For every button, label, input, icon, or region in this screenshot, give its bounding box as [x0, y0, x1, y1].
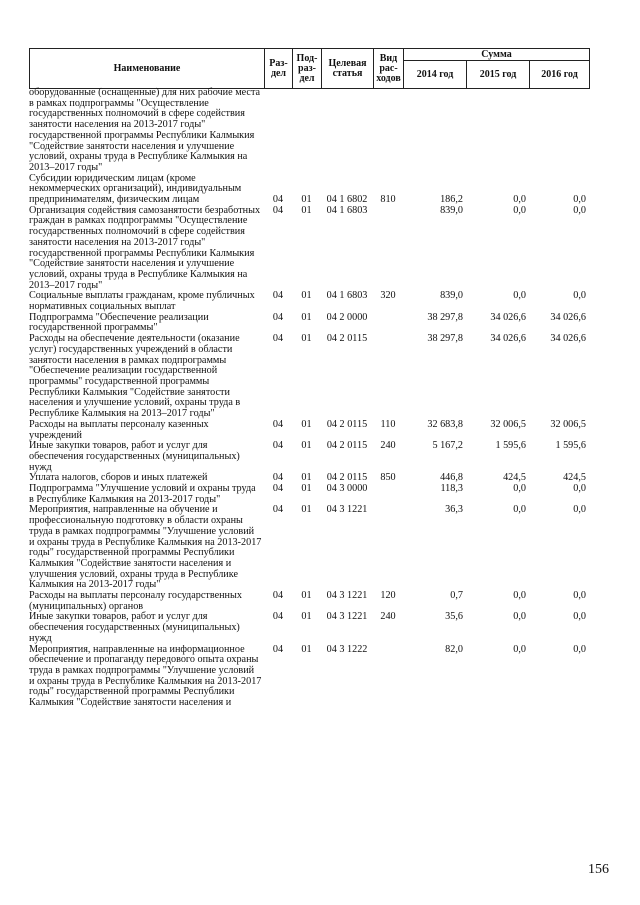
- row-2014: 446,8: [440, 472, 463, 484]
- row-2015: 0,0: [513, 504, 526, 516]
- row-2016: 0,0: [573, 483, 586, 495]
- row-target: 04 2 0115: [326, 440, 368, 452]
- row-target: 04 2 0115: [326, 418, 368, 430]
- table-row: [29, 334, 589, 420]
- row-2016: 0,0: [573, 590, 586, 602]
- table-row: [29, 291, 589, 312]
- header-target: Целевая статья: [322, 49, 374, 89]
- row-2015: 34 026,6: [490, 333, 526, 345]
- row-2015: 0,0: [513, 611, 526, 623]
- row-name: Уплата налогов, сборов и иных платежей: [29, 472, 208, 484]
- row-2015: 32 006,5: [490, 418, 526, 430]
- row-expense-type: 240: [380, 611, 396, 623]
- row-subsection: 01: [301, 290, 312, 302]
- row-2016: 34 026,6: [550, 311, 586, 323]
- row-name: Субсидии юридическим лицам (кроме некоммерческих организаций), индивидуальным предпринимателям, физическим лицам: [29, 172, 242, 206]
- row-section: 04: [272, 333, 284, 345]
- table-row: [29, 206, 589, 292]
- row-target: 04 1 6803: [326, 290, 368, 302]
- header-name: Наименование: [30, 49, 265, 89]
- row-subsection: 01: [301, 504, 312, 516]
- row-name: Мероприятия, направленные на обучение и профессиональную подготовку в области охраны труда в рамках подпрограммы "Улучшение условий и охраны труда в Республике Калмыкия на 2013-2017 годы" государственной программы Республики Калмыкия "Содействие занятости населения и улучшения условий, охраны труда в Республике Калмыкия на 2013-2017 годы": [29, 504, 262, 591]
- row-subsection: [292, 88, 321, 174]
- table-row: [29, 612, 589, 644]
- row-2016: 1 595,6: [555, 440, 586, 452]
- row-subsection: 01: [301, 472, 312, 484]
- page-number: 156: [588, 862, 609, 877]
- table-row: [29, 484, 589, 505]
- row-expense-type: 810: [380, 194, 396, 206]
- row-2014: 38 297,8: [427, 333, 463, 345]
- row-subsection: 01: [301, 483, 312, 495]
- table-row: [29, 174, 589, 206]
- row-target: 04 3 0000: [326, 483, 368, 495]
- row-section: 04: [272, 483, 284, 495]
- row-name: Организация содействия самозанятости безработных граждан в рамках подпрограммы "Осуществление государственных полномочий в сфере содействия занятости населения на 2013-2017 годы" государственной программы Республики Калмыкия "Содействие занятости населения и улучшение условий, охраны труда в Республике Калмыкия на 2013–2017 годы": [29, 204, 261, 291]
- row-2016: 0,0: [573, 204, 586, 216]
- table-row: [29, 420, 589, 441]
- row-expense-type: 320: [380, 290, 396, 302]
- header-subsection: Под- раз- дел: [293, 49, 322, 89]
- row-name: Социальные выплаты гражданам, кроме публичных нормативных социальных выплат: [29, 290, 255, 313]
- row-section: 04: [272, 440, 284, 452]
- row-target: 04 2 0115: [326, 333, 368, 345]
- row-name: Расходы на выплаты персоналу государственных (муниципальных) органов: [29, 590, 242, 612]
- row-target: 04 3 1221: [326, 611, 368, 623]
- row-2014: 32 683,8: [427, 418, 463, 430]
- row-2014: 36,3: [445, 504, 463, 516]
- row-expense-type: 120: [380, 590, 396, 602]
- row-2016: 0,0: [573, 194, 586, 206]
- row-2015: 0,0: [513, 590, 526, 602]
- row-subsection: 01: [301, 611, 312, 623]
- row-2016: 424,5: [563, 472, 586, 484]
- row-2015: 0,0: [513, 204, 526, 216]
- row-2014: 186,2: [440, 194, 463, 206]
- row-target: 04 3 1221: [326, 590, 368, 602]
- row-2016: 0,0: [573, 290, 586, 302]
- header-2016: 2016 год: [530, 61, 590, 89]
- row-target: 04 1 6802: [326, 194, 368, 206]
- row-subsection: 01: [301, 311, 312, 323]
- row-section: 04: [272, 590, 284, 602]
- row-expense-type: 240: [380, 440, 396, 452]
- row-2014: 839,0: [440, 204, 463, 216]
- header-sum: Сумма: [404, 49, 590, 61]
- row-name: оборудованные (оснащенные) для них рабочие места в рамках подпрограммы "Осуществление государственных полномочий в сфере содействия занятости населения на 2013-2017 годы" государственной программы Республики Калмыкия "Содействие занятости населения и улучшение условий, охраны труда в Республике Калмыкия на 2013–2017 годы": [29, 87, 261, 173]
- row-2014: 82,0: [445, 643, 463, 655]
- row-name: Подпрограмма "Обеспечение реализации государственной программы": [29, 311, 209, 334]
- row-2016: [529, 88, 589, 174]
- row-2014: 5 167,2: [432, 440, 463, 452]
- row-expense-type: [373, 505, 403, 591]
- table-row: [29, 441, 589, 473]
- row-target: [321, 88, 373, 174]
- row-2015: 0,0: [513, 290, 526, 302]
- row-section: 04: [272, 472, 284, 484]
- header-2014: 2014 год: [404, 61, 467, 89]
- row-section: 04: [272, 418, 284, 430]
- row-2014: 38 297,8: [427, 311, 463, 323]
- row-section: 04: [272, 194, 284, 206]
- row-2014: 0,7: [450, 590, 463, 602]
- row-2014: 118,3: [440, 483, 463, 495]
- row-expense-type: [373, 88, 403, 174]
- row-name: Расходы на обеспечение деятельности (оказание услуг) государственных учреждений в области занятости населения в рамках подпрограммы "Обеспечение реализации государственной программы" государственной программы Республики Калмыкия "Содействие занятости населения и улучшение условий, охраны труда в Республике Калмыкия на 2013–2017 годы": [29, 333, 241, 420]
- row-subsection: 01: [301, 204, 312, 216]
- row-section: 04: [272, 643, 284, 655]
- row-name: Иные закупки товаров, работ и услуг для обеспечения государственных (муниципальных) нужд: [29, 440, 240, 473]
- row-expense-type: 850: [380, 472, 396, 484]
- row-name: Мероприятия, направленные на информационное обеспечение и пропаганду передового опыта охраны труда в рамках подпрограммы "Улучшение условий и охраны труда в Республике Калмыкия на 2013-2017 годы" государственной программы Республики Калмыкия "Содействие занятости населения и: [29, 643, 262, 709]
- table-row: [29, 505, 589, 591]
- row-2015: 1 595,6: [495, 440, 526, 452]
- row-section: 04: [272, 311, 284, 323]
- header-expense-type: Вид рас- ходов: [374, 49, 404, 89]
- row-2014: 839,0: [440, 290, 463, 302]
- row-2016: 0,0: [573, 643, 586, 655]
- row-expense-type: [373, 484, 403, 505]
- row-2015: 0,0: [513, 483, 526, 495]
- row-target: 04 1 6803: [326, 204, 368, 216]
- row-section: 04: [272, 611, 284, 623]
- row-target: 04 2 0000: [326, 311, 368, 323]
- row-subsection: 01: [301, 590, 312, 602]
- table-header: [29, 48, 590, 89]
- row-subsection: 01: [301, 643, 312, 655]
- row-2015: 424,5: [503, 472, 526, 484]
- table-row: [29, 88, 589, 174]
- row-section: 04: [272, 204, 284, 216]
- row-expense-type: [373, 334, 403, 420]
- row-expense-type: [373, 206, 403, 292]
- row-2015: [466, 88, 529, 174]
- row-subsection: 01: [301, 333, 312, 345]
- row-2015: 34 026,6: [490, 311, 526, 323]
- row-2016: 0,0: [573, 611, 586, 623]
- header-2015: 2015 год: [467, 61, 530, 89]
- row-target: 04 3 1222: [326, 643, 368, 655]
- table-row: [29, 591, 589, 612]
- row-section: 04: [272, 290, 284, 302]
- row-name: Иные закупки товаров, работ и услуг для обеспечения государственных (муниципальных) нужд: [29, 611, 240, 644]
- row-2016: 0,0: [573, 504, 586, 516]
- row-2015: 0,0: [513, 194, 526, 206]
- row-2014: [403, 88, 466, 174]
- row-name: Подпрограмма "Улучшение условий и охраны труда в Республике Калмыкия на 2013-2017 годы": [29, 483, 256, 505]
- row-expense-type: 110: [380, 418, 396, 430]
- row-subsection: 01: [301, 194, 312, 206]
- row-section: 04: [272, 504, 284, 516]
- row-name: Расходы на выплаты персоналу казенных учреждений: [29, 418, 209, 441]
- row-section: [264, 88, 292, 174]
- row-2015: 0,0: [513, 643, 526, 655]
- table-row: [29, 645, 589, 709]
- row-subsection: 01: [301, 440, 312, 452]
- budget-table: [29, 88, 589, 709]
- row-2016: 34 026,6: [550, 333, 586, 345]
- row-2016: 32 006,5: [550, 418, 586, 430]
- row-target: 04 2 0115: [326, 472, 368, 484]
- row-target: 04 3 1221: [326, 504, 368, 516]
- row-2014: 35,6: [445, 611, 463, 623]
- table-row: [29, 313, 589, 334]
- row-expense-type: [373, 645, 403, 709]
- header-section: Раз- дел: [265, 49, 293, 89]
- row-expense-type: [373, 313, 403, 334]
- row-subsection: 01: [301, 418, 312, 430]
